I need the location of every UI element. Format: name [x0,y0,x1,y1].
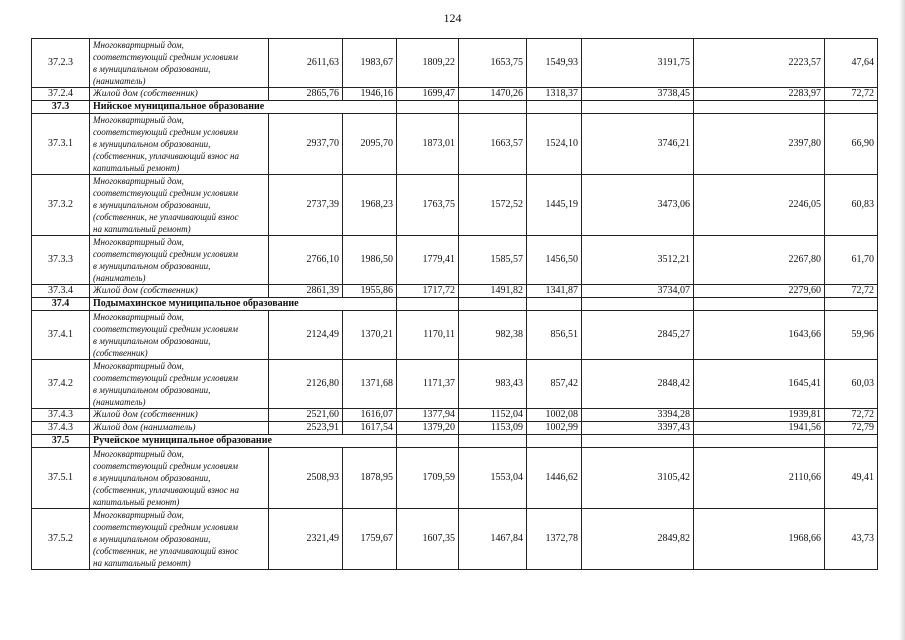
value-cell: 2849,82 [582,509,694,570]
value-cell: 3105,42 [582,448,694,509]
row-description [90,39,269,88]
value-cell: 43,73 [825,509,878,570]
value-cell: 2521,60 [269,409,343,422]
table-row [32,39,878,88]
description-line: соответствующий средним условиям [93,188,238,198]
value-cell: 3512,21 [582,236,694,285]
value-cell: 856,51 [527,311,582,360]
value-cell: 1318,37 [527,88,582,101]
section-row [32,435,878,448]
description-line: соответствующий средним условиям [93,249,238,259]
value-cell: 1763,75 [397,175,459,236]
section-title: Подымахинское муниципальное образование [90,298,397,311]
table-row [32,311,878,360]
value-cell: 72,72 [825,409,878,422]
value-cell: 1553,04 [459,448,527,509]
row-code: 37.3.2 [32,175,90,236]
value-cell: 1372,78 [527,509,582,570]
row-code: 37.4 [32,298,90,311]
row-description: Жилой дом (собственник) [90,285,269,298]
value-cell: 1152,04 [459,409,527,422]
value-cell: 1873,01 [397,114,459,175]
value-cell: 2321,49 [269,509,343,570]
row-code: 37.3.4 [32,285,90,298]
value-cell: 3394,28 [582,409,694,422]
description-line: Многоквартирный дом, [93,312,184,322]
value-cell: 49,41 [825,448,878,509]
empty-cell [825,298,878,311]
value-cell: 1379,20 [397,422,459,435]
row-code: 37.3.3 [32,236,90,285]
value-cell: 1663,57 [459,114,527,175]
value-cell: 1467,84 [459,509,527,570]
description-line: в муниципальном образовании, [93,139,211,149]
value-cell: 1616,07 [343,409,397,422]
description-line: капитальный ремонт) [93,163,180,173]
table-row [32,448,878,509]
value-cell: 60,83 [825,175,878,236]
value-cell: 982,38 [459,311,527,360]
description-line: капитальный ремонт) [93,497,180,507]
value-cell: 3191,75 [582,39,694,88]
value-cell: 3746,21 [582,114,694,175]
value-cell: 2267,80 [694,236,825,285]
value-cell: 1445,19 [527,175,582,236]
value-cell: 983,43 [459,360,527,409]
value-cell: 2523,91 [269,422,343,435]
page-number: 124 [443,11,462,25]
empty-cell [527,435,582,448]
value-cell: 72,79 [825,422,878,435]
value-cell: 1371,68 [343,360,397,409]
description-line: (наниматель) [93,273,146,283]
value-cell: 1643,66 [694,311,825,360]
table-row [32,422,878,435]
description-line: (собственник, не уплачивающий взнос [93,212,239,222]
description-line: Многоквартирный дом, [93,510,184,520]
description-line: (собственник, уплачивающий взнос на [93,151,240,161]
value-cell: 1941,56 [694,422,825,435]
empty-cell [694,298,825,311]
value-cell: 1939,81 [694,409,825,422]
table-row [32,509,878,570]
empty-cell [582,435,694,448]
description-line: в муниципальном образовании, [93,200,211,210]
value-cell: 1470,26 [459,88,527,101]
row-code: 37.2.3 [32,39,90,88]
description-line: на капитальный ремонт) [93,558,191,568]
value-cell: 2124,49 [269,311,343,360]
description-line: соответствующий средним условиям [93,522,238,532]
value-cell: 72,72 [825,88,878,101]
table-row [32,236,878,285]
description-line: Многоквартирный дом, [93,449,184,459]
value-cell: 2508,93 [269,448,343,509]
value-cell: 3473,06 [582,175,694,236]
value-cell: 1370,21 [343,311,397,360]
value-cell: 1645,41 [694,360,825,409]
value-cell: 1002,99 [527,422,582,435]
row-code: 37.4.3 [32,409,90,422]
value-cell: 2848,42 [582,360,694,409]
value-cell: 1002,08 [527,409,582,422]
value-cell: 1759,67 [343,509,397,570]
value-cell: 2397,80 [694,114,825,175]
row-code: 37.2.4 [32,88,90,101]
value-cell: 66,90 [825,114,878,175]
value-cell: 1341,87 [527,285,582,298]
table-row [32,114,878,175]
value-cell: 61,70 [825,236,878,285]
description-line: в муниципальном образовании, [93,534,211,544]
value-cell: 1717,72 [397,285,459,298]
section-title: Ручейское муниципальное образование [90,435,397,448]
description-line: (наниматель) [93,397,146,407]
value-cell: 2283,97 [694,88,825,101]
value-cell: 2766,10 [269,236,343,285]
value-cell: 1968,23 [343,175,397,236]
value-cell: 1809,22 [397,39,459,88]
table-row [32,285,878,298]
value-cell: 2865,76 [269,88,343,101]
description-line: соответствующий средним условиям [93,324,238,334]
value-cell: 2126,80 [269,360,343,409]
value-cell: 1653,75 [459,39,527,88]
value-cell: 1153,09 [459,422,527,435]
value-cell: 2737,39 [269,175,343,236]
section-row [32,101,878,114]
value-cell: 1946,16 [343,88,397,101]
empty-cell [527,101,582,114]
row-code: 37.4.1 [32,311,90,360]
empty-cell [397,101,459,114]
description-line: Многоквартирный дом, [93,237,184,247]
empty-cell [459,298,527,311]
description-line: на капитальный ремонт) [93,224,191,234]
value-cell: 1524,10 [527,114,582,175]
description-line: в муниципальном образовании, [93,473,211,483]
value-cell: 47,64 [825,39,878,88]
description-line: в муниципальном образовании, [93,64,211,74]
value-cell: 1709,59 [397,448,459,509]
value-cell: 3397,43 [582,422,694,435]
value-cell: 1585,57 [459,236,527,285]
empty-cell [397,435,459,448]
empty-cell [459,435,527,448]
value-cell: 1878,95 [343,448,397,509]
row-description [90,360,269,409]
value-cell: 2246,05 [694,175,825,236]
description-line: в муниципальном образовании, [93,336,211,346]
row-description [90,311,269,360]
description-line: в муниципальном образовании, [93,385,211,395]
row-description [90,509,269,570]
value-cell: 1607,35 [397,509,459,570]
empty-cell [825,101,878,114]
value-cell: 2937,70 [269,114,343,175]
row-code: 37.3 [32,101,90,114]
description-line: соответствующий средним условиям [93,52,238,62]
row-description [90,236,269,285]
description-line: Многоквартирный дом, [93,176,184,186]
value-cell: 2095,70 [343,114,397,175]
description-line: (собственник) [93,348,148,358]
value-cell: 72,72 [825,285,878,298]
description-line: (наниматель) [93,76,146,86]
empty-cell [582,298,694,311]
description-line: соответствующий средним условиям [93,373,238,383]
value-cell: 3738,45 [582,88,694,101]
row-description: Жилой дом (собственник) [90,409,269,422]
value-cell: 2110,66 [694,448,825,509]
value-cell: 59,96 [825,311,878,360]
value-cell: 2279,60 [694,285,825,298]
value-cell: 1779,41 [397,236,459,285]
description-line: Многоквартирный дом, [93,40,184,50]
empty-cell [694,435,825,448]
table-row [32,175,878,236]
value-cell: 1446,62 [527,448,582,509]
empty-cell [397,298,459,311]
section-title: Нийское муниципальное образование [90,101,397,114]
value-cell: 60,03 [825,360,878,409]
value-cell: 1377,94 [397,409,459,422]
value-cell: 2611,63 [269,39,343,88]
value-cell: 1171,37 [397,360,459,409]
empty-cell [825,435,878,448]
section-row [32,298,878,311]
value-cell: 2845,27 [582,311,694,360]
value-cell: 1986,50 [343,236,397,285]
row-code: 37.4.3 [32,422,90,435]
table-row [32,360,878,409]
description-line: Многоквартирный дом, [93,361,184,371]
row-description: Жилой дом (собственник) [90,88,269,101]
value-cell: 857,42 [527,360,582,409]
value-cell: 3734,07 [582,285,694,298]
row-description: Жилой дом (наниматель) [90,422,269,435]
value-cell: 1955,86 [343,285,397,298]
row-description [90,448,269,509]
row-code: 37.5.1 [32,448,90,509]
value-cell: 1549,93 [527,39,582,88]
row-description [90,175,269,236]
empty-cell [694,101,825,114]
description-line: Многоквартирный дом, [93,115,184,125]
value-cell: 1699,47 [397,88,459,101]
row-code: 37.5.2 [32,509,90,570]
description-line: (собственник, не уплачивающий взнос [93,546,239,556]
value-cell: 1456,50 [527,236,582,285]
value-cell: 1968,66 [694,509,825,570]
description-line: (собственник, уплачивающий взнос на [93,485,240,495]
empty-cell [582,101,694,114]
row-description [90,114,269,175]
value-cell: 1617,54 [343,422,397,435]
description-line: соответствующий средним условиям [93,127,238,137]
value-cell: 1170,11 [397,311,459,360]
value-cell: 1491,82 [459,285,527,298]
table-row [32,88,878,101]
table-row [32,409,878,422]
description-line: в муниципальном образовании, [93,261,211,271]
value-cell: 2861,39 [269,285,343,298]
row-code: 37.5 [32,435,90,448]
row-code: 37.4.2 [32,360,90,409]
description-line: соответствующий средним условиям [93,461,238,471]
empty-cell [527,298,582,311]
scan-edge-shadow [899,0,905,640]
value-cell: 1983,67 [343,39,397,88]
value-cell: 1572,52 [459,175,527,236]
tariff-table [31,38,878,570]
row-code: 37.3.1 [32,114,90,175]
value-cell: 2223,57 [694,39,825,88]
empty-cell [459,101,527,114]
